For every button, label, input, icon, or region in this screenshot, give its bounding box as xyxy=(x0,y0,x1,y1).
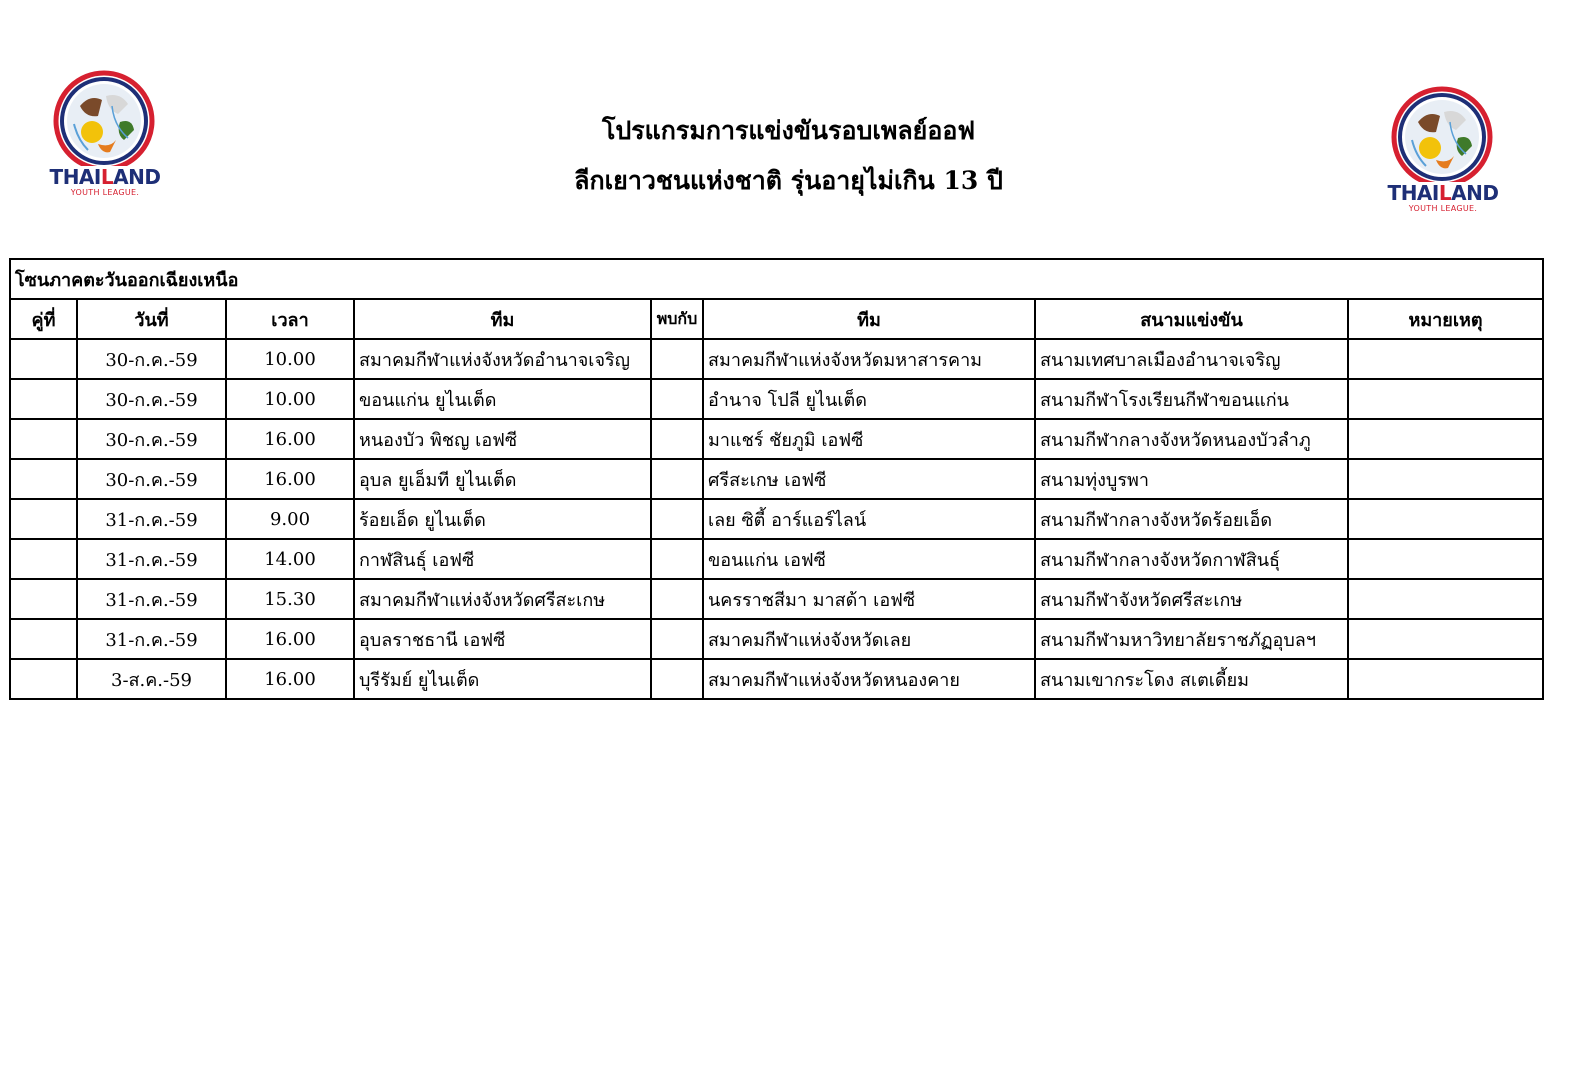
home-team-cell: กาฬสินธุ์ เอฟซี xyxy=(354,539,651,579)
away-team-cell: สมาคมกีฬาแห่งจังหวัดมหาสารคาม xyxy=(703,339,1035,379)
venue-cell: สนามกีฬาโรงเรียนกีฬาขอนแก่น xyxy=(1035,379,1348,419)
date-cell: 31-ก.ค.-59 xyxy=(77,499,226,539)
venue-cell: สนามทุ่งบูรพา xyxy=(1035,459,1348,499)
time-cell: 14.00 xyxy=(226,539,354,579)
home-team-cell: อุบลราชธานี เอฟซี xyxy=(354,619,651,659)
venue-cell: สนามเทศบาลเมืองอำนาจเจริญ xyxy=(1035,339,1348,379)
pair-cell xyxy=(10,659,77,699)
thailand-youth-league-logo-right xyxy=(1378,82,1508,227)
home-team-cell: หนองบัว พิชญ เอฟซี xyxy=(354,419,651,459)
pair-cell xyxy=(10,459,77,499)
home-team-cell: บุรีรัมย์ ยูไนเต็ด xyxy=(354,659,651,699)
vs-cell xyxy=(651,659,703,699)
vs-cell xyxy=(651,419,703,459)
pair-cell xyxy=(10,619,77,659)
match-row xyxy=(10,579,1543,619)
venue-cell: สนามกีฬากลางจังหวัดหนองบัวลำภู xyxy=(1035,419,1348,459)
time-cell: 10.00 xyxy=(226,339,354,379)
away-team-cell: สมาคมกีฬาแห่งจังหวัดเลย xyxy=(703,619,1035,659)
note-cell xyxy=(1348,579,1543,619)
venue-cell: สนามกีฬากลางจังหวัดกาฬสินธุ์ xyxy=(1035,539,1348,579)
logo-wordmark: THAILAND xyxy=(49,165,161,189)
logo-subtitle: YOUTH LEAGUE. xyxy=(1408,204,1478,213)
pair-cell xyxy=(10,499,77,539)
date-cell: 30-ก.ค.-59 xyxy=(77,379,226,419)
home-team-cell: สมาคมกีฬาแห่งจังหวัดศรีสะเกษ xyxy=(354,579,651,619)
venue-cell: สนามกีฬามหาวิทยาลัยราชภัฏอุบลฯ xyxy=(1035,619,1348,659)
match-row xyxy=(10,419,1543,459)
away-team-cell: อำนาจ โปลี ยูไนเต็ด xyxy=(703,379,1035,419)
date-cell: 31-ก.ค.-59 xyxy=(77,619,226,659)
header-vs: พบกับ xyxy=(651,299,703,339)
away-team-cell: มาแชร์ ชัยภูมิ เอฟซี xyxy=(703,419,1035,459)
note-cell xyxy=(1348,659,1543,699)
time-cell: 16.00 xyxy=(226,419,354,459)
zone-row xyxy=(10,259,1543,299)
header-time: เวลา xyxy=(226,299,354,339)
pair-cell xyxy=(10,419,77,459)
away-team-cell: ขอนแก่น เอฟซี xyxy=(703,539,1035,579)
note-cell xyxy=(1348,419,1543,459)
note-cell xyxy=(1348,619,1543,659)
vs-cell xyxy=(651,619,703,659)
match-row xyxy=(10,339,1543,379)
home-team-cell: ขอนแก่น ยูไนเต็ด xyxy=(354,379,651,419)
note-cell xyxy=(1348,539,1543,579)
zone-label: โซนภาคตะวันออกเฉียงเหนือ xyxy=(10,259,1543,299)
header-venue: สนามแข่งขัน xyxy=(1035,299,1348,339)
time-cell: 15.30 xyxy=(226,579,354,619)
vs-cell xyxy=(651,539,703,579)
date-cell: 30-ก.ค.-59 xyxy=(77,419,226,459)
match-row xyxy=(10,659,1543,699)
vs-cell xyxy=(651,379,703,419)
vs-cell xyxy=(651,579,703,619)
note-cell xyxy=(1348,499,1543,539)
home-team-cell: สมาคมกีฬาแห่งจังหวัดอำนาจเจริญ xyxy=(354,339,651,379)
time-cell: 10.00 xyxy=(226,379,354,419)
vs-cell xyxy=(651,339,703,379)
match-row xyxy=(10,379,1543,419)
page-title: โปรแกรมการแข่งขันรอบเพลย์ออฟ xyxy=(601,116,976,145)
time-cell: 9.00 xyxy=(226,499,354,539)
soccer-ball-emblem-icon xyxy=(1378,82,1508,182)
venue-cell: สนามกีฬาจังหวัดศรีสะเกษ xyxy=(1035,579,1348,619)
header-row xyxy=(10,299,1543,339)
time-cell: 16.00 xyxy=(226,459,354,499)
time-cell: 16.00 xyxy=(226,659,354,699)
header-pair: คู่ที่ xyxy=(10,299,77,339)
pair-cell xyxy=(10,579,77,619)
note-cell xyxy=(1348,339,1543,379)
header-team-home: ทีม xyxy=(354,299,651,339)
header-team-away: ทีม xyxy=(703,299,1035,339)
pair-cell xyxy=(10,379,77,419)
date-cell: 3-ส.ค.-59 xyxy=(77,659,226,699)
header-date: วันที่ xyxy=(77,299,226,339)
page-subtitle: ลีกเยาวชนแห่งชาติ รุ่นอายุไม่เกิน 13 ปี xyxy=(574,166,1003,195)
venue-cell: สนามเขากระโดง สเตเดี้ยม xyxy=(1035,659,1348,699)
home-team-cell: อุบล ยูเอ็มที ยูไนเต็ด xyxy=(354,459,651,499)
match-row xyxy=(10,539,1543,579)
date-cell: 31-ก.ค.-59 xyxy=(77,539,226,579)
home-team-cell: ร้อยเอ็ด ยูไนเต็ด xyxy=(354,499,651,539)
match-row xyxy=(10,459,1543,499)
pair-cell xyxy=(10,539,77,579)
date-cell: 31-ก.ค.-59 xyxy=(77,579,226,619)
note-cell xyxy=(1348,379,1543,419)
date-cell: 30-ก.ค.-59 xyxy=(77,339,226,379)
vs-cell xyxy=(651,499,703,539)
away-team-cell: นครราชสีมา มาสด้า เอฟซี xyxy=(703,579,1035,619)
note-cell xyxy=(1348,459,1543,499)
soccer-ball-emblem-icon xyxy=(40,66,170,166)
logo-subtitle: YOUTH LEAGUE. xyxy=(70,188,140,197)
date-cell: 30-ก.ค.-59 xyxy=(77,459,226,499)
match-row xyxy=(10,619,1543,659)
logo-wordmark: THAILAND xyxy=(1387,181,1499,205)
thailand-youth-league-logo-left xyxy=(40,66,170,211)
away-team-cell: ศรีสะเกษ เอฟซี xyxy=(703,459,1035,499)
venue-cell: สนามกีฬากลางจังหวัดร้อยเอ็ด xyxy=(1035,499,1348,539)
match-row xyxy=(10,499,1543,539)
time-cell: 16.00 xyxy=(226,619,354,659)
match-schedule-table xyxy=(9,258,1544,700)
header-note: หมายเหตุ xyxy=(1348,299,1543,339)
pair-cell xyxy=(10,339,77,379)
away-team-cell: สมาคมกีฬาแห่งจังหวัดหนองคาย xyxy=(703,659,1035,699)
vs-cell xyxy=(651,459,703,499)
away-team-cell: เลย ซิตี้ อาร์แอร์ไลน์ xyxy=(703,499,1035,539)
